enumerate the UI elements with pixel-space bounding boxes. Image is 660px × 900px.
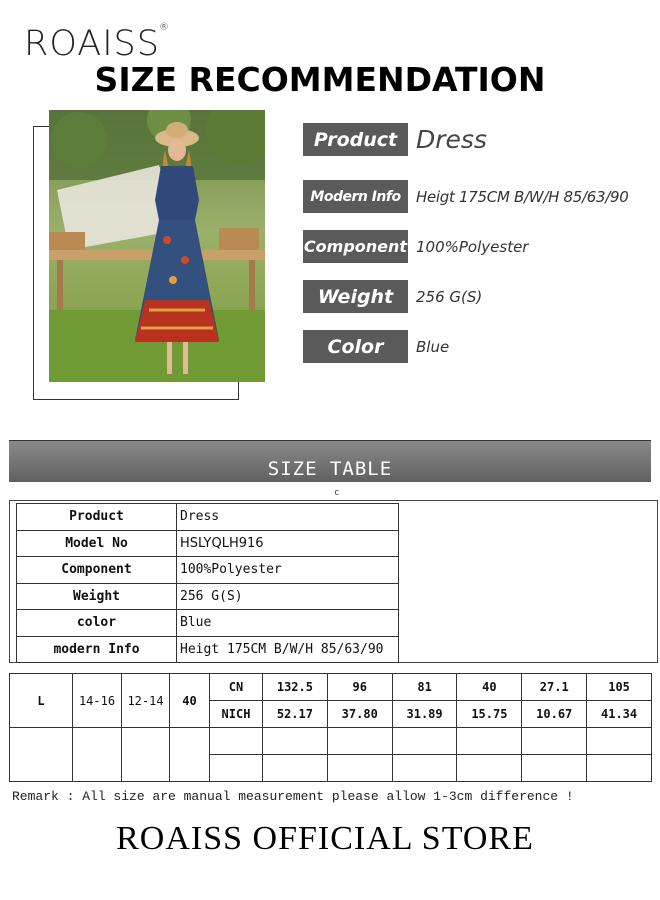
empty-cell — [392, 728, 457, 755]
spec-key: Product — [17, 504, 177, 531]
footer-store-name: ROAISS OFFICIAL STORE — [116, 820, 534, 857]
empty-cell — [263, 755, 328, 782]
empty-cell — [327, 755, 392, 782]
size-table-header — [9, 440, 651, 482]
size-cell: L — [10, 674, 73, 728]
spec-table — [16, 503, 399, 663]
info-value-modern-info: Heigt 175CM B/W/H 85/63/90 — [416, 187, 629, 206]
cn-label: CN — [210, 674, 263, 701]
spec-key: color — [17, 610, 177, 637]
inch-value: 41.34 — [587, 701, 652, 728]
cn-value: 105 — [587, 674, 652, 701]
info-label-component: Component — [303, 230, 408, 263]
empty-cell — [10, 728, 73, 782]
spec-key: Weight — [17, 583, 177, 610]
info-label-modern-info: Modern Info — [303, 180, 408, 213]
cn-value: 96 — [327, 674, 392, 701]
empty-cell — [457, 755, 522, 782]
empty-cell — [73, 728, 122, 782]
spec-key: Component — [17, 557, 177, 584]
table-row — [17, 504, 399, 531]
table-row — [17, 557, 399, 584]
product-photo — [49, 110, 265, 382]
inch-value: 37.80 — [327, 701, 392, 728]
small-mark: c — [334, 488, 340, 498]
table-row — [17, 583, 399, 610]
empty-cell — [587, 755, 652, 782]
inch-value: 10.67 — [522, 701, 587, 728]
spec-key: modern Info — [17, 636, 177, 663]
inch-value: 31.89 — [392, 701, 457, 728]
table-row — [10, 728, 652, 755]
empty-cell — [587, 728, 652, 755]
empty-cell — [210, 755, 263, 782]
empty-cell — [263, 728, 328, 755]
remark-text: Remark : All size are manual measurement please allow 1-3cm difference ! — [12, 789, 574, 804]
inch-label: NICH — [210, 701, 263, 728]
info-value-weight: 256 G(S) — [416, 287, 483, 306]
empty-cell — [392, 755, 457, 782]
empty-cell — [522, 728, 587, 755]
spec-value: 256 G(S) — [177, 583, 399, 610]
cn-value: 81 — [392, 674, 457, 701]
eu-size-cell: 40 — [170, 674, 210, 728]
info-value-product: Dress — [416, 125, 487, 154]
dress-model-illustration — [49, 110, 265, 382]
info-label-product: Product — [303, 123, 408, 156]
inch-value: 15.75 — [457, 701, 522, 728]
spec-value: Heigt 175CM B/W/H 85/63/90 — [177, 636, 399, 663]
size-table-title: SIZE TABLE — [267, 458, 393, 480]
info-value-color: Blue — [416, 337, 450, 356]
empty-cell — [210, 728, 263, 755]
spec-value: Dress — [177, 504, 399, 531]
size-table — [9, 673, 652, 782]
uk-size-cell: 12-14 — [122, 674, 170, 728]
cn-value: 27.1 — [522, 674, 587, 701]
cn-value: 40 — [457, 674, 522, 701]
registered-mark: ® — [158, 22, 170, 33]
info-label-color: Color — [303, 330, 408, 363]
table-row — [17, 530, 399, 557]
inch-value: 52.17 — [263, 701, 328, 728]
cn-value: 132.5 — [263, 674, 328, 701]
spec-key: Model No — [17, 530, 177, 557]
table-row — [10, 674, 652, 701]
brand-name: ROAISS — [24, 24, 160, 64]
empty-cell — [457, 728, 522, 755]
spec-value: 100%Polyester — [177, 557, 399, 584]
info-value-component: 100%Polyester — [416, 237, 529, 256]
table-row — [17, 610, 399, 637]
page-title: SIZE RECOMMENDATION — [94, 60, 546, 99]
info-label-weight: Weight — [303, 280, 408, 313]
spec-value: HSLYQLH916 — [177, 530, 399, 557]
table-row — [17, 636, 399, 663]
empty-cell — [522, 755, 587, 782]
us-size-cell: 14-16 — [73, 674, 122, 728]
brand-logo — [24, 22, 170, 64]
empty-cell — [327, 728, 392, 755]
empty-cell — [122, 728, 170, 782]
spec-value: Blue — [177, 610, 399, 637]
empty-cell — [170, 728, 210, 782]
